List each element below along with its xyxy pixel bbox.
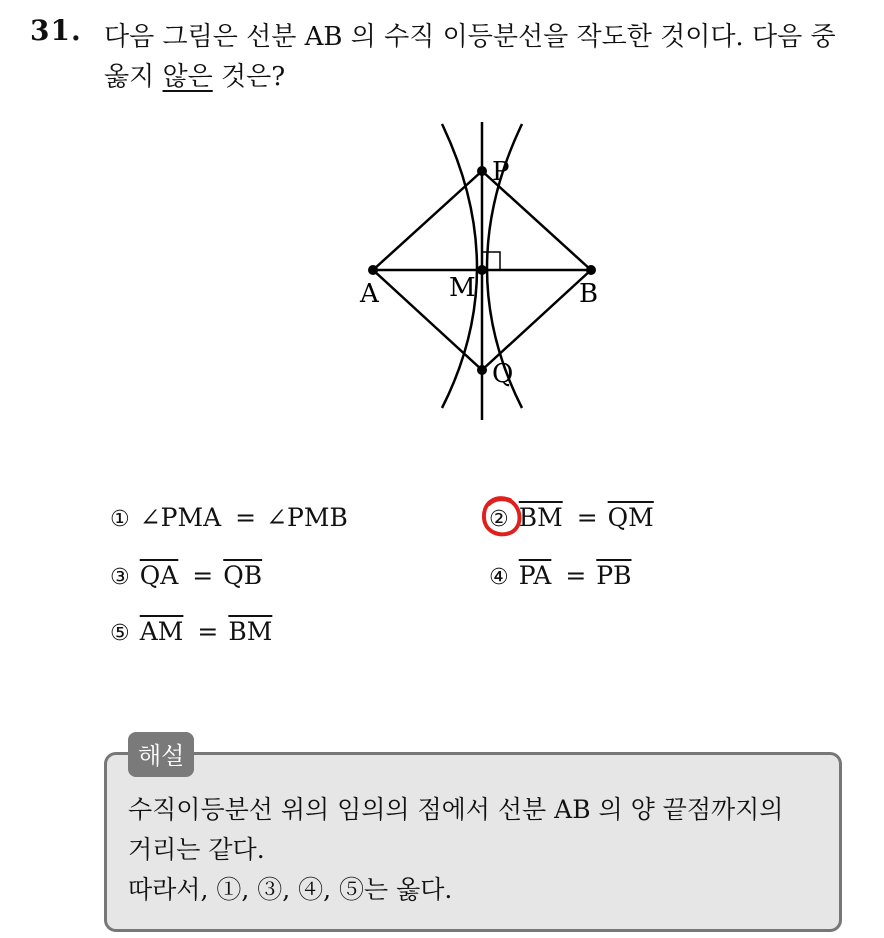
option-1[interactable] [110,503,348,532]
option-3[interactable] [110,561,262,590]
option-4-left: $\overline{PA}$ [518,561,552,590]
point-b [586,265,596,275]
question-text-underlined: 않은 [162,62,213,92]
option-5-equals: = [197,617,219,646]
question-number: 31. [30,14,82,47]
option-4-right: $\overline{PB}$ [596,561,632,590]
point-m [477,265,487,275]
point-q [477,365,487,375]
option-5[interactable] [110,617,272,646]
solution-line1: 수직이등분선 위의 임의의 점에서 선분 AB 의 양 끝점까지의 [128,795,784,824]
option-5-number: ⑤ [110,621,130,646]
question-text-line2 [104,56,285,93]
question-text-pre: 옳지 [104,62,163,92]
option-1-equals: = [235,503,257,532]
option-4-number: ④ [489,565,509,590]
option-2-equals: = [576,503,598,532]
question-text-post: 것은? [212,62,286,92]
option-3-number: ③ [110,565,130,590]
solution-tag: 해설 [128,732,194,777]
option-2-left: $\overline{BM}$ [518,503,563,532]
option-2-right: $\overline{QM}$ [607,503,654,532]
option-1-right: ∠PMB [266,503,348,532]
label-b: B [579,279,599,309]
option-5-left: $\overline{AM}$ [139,617,184,646]
option-3-right: $\overline{QB}$ [223,561,263,590]
point-p [477,166,487,176]
segment-qb [482,270,591,370]
option-3-left: $\overline{QA}$ [139,561,179,590]
solution-line2: 거리는 같다. [128,835,265,864]
arc-from-a [442,124,477,408]
question-text-line1: 다음 그림은 선분 AB 의 수직 이등분선을 작도한 것이다. 다음 중 [104,22,836,52]
label-p: P [492,157,510,187]
option-1-left: ∠PMA [139,503,222,532]
option-1-number: ① [110,507,130,532]
option-5-right: $\overline{BM}$ [228,617,273,646]
point-a [368,265,378,275]
option-4[interactable] [489,561,631,590]
solution-line3: 따라서, ①, ③, ④, ⑤는 옳다. [128,875,453,904]
label-a: A [360,279,379,309]
option-4-equals: = [565,561,587,590]
option-3-equals: = [192,561,214,590]
label-q: Q [492,359,514,389]
label-m: M [449,273,476,303]
perpendicular-bisector-figure [350,118,610,428]
option-2-number: ② [489,507,509,532]
option-2[interactable] [489,503,654,532]
